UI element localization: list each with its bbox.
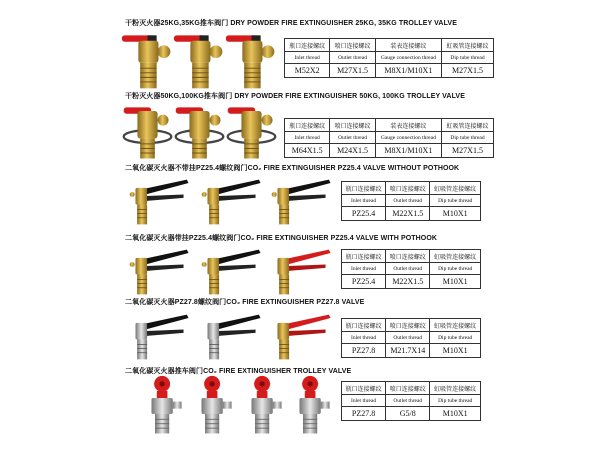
co2-valve-icon — [128, 173, 338, 233]
value-dip: M27X1.5 — [442, 144, 494, 158]
header-outlet-zh: 喷口连接螺纹 — [386, 382, 430, 395]
section-title: 二氧化碳灭火器带挂PZ25.4螺纹阀门CO₂ FIRE EXTINGUISHER PZ25.4 VALVE WITH POTHOOK — [125, 235, 438, 242]
header-dip-en: Dip tube thread — [430, 263, 481, 275]
header-gauge-en: Gauge connection thread — [375, 132, 441, 144]
section-title: 干粉灭火器50KG,100KG推车阀门 DRY POWDER FIRE EXTINGUISHER 50KG, 100KG TROLLEY VALVE — [125, 93, 465, 100]
header-inlet-zh: 瓶口连接螺纹 — [285, 39, 330, 52]
header-dip-en: Dip tube thread — [430, 195, 481, 207]
co2-valve-pothook-icon — [128, 243, 338, 303]
value-inlet: PZ27.8 — [342, 407, 386, 421]
header-inlet-en: Inlet thread — [342, 332, 386, 344]
co2-valve-steel-icon — [128, 308, 338, 368]
section-title: 二氧化碳灭火器推车阀门CO₂ FIRE EXTINGUISHER TROLLEY VALVE — [125, 368, 352, 375]
header-dip-zh: 虹吸管连接螺纹 — [430, 319, 481, 332]
value-dip: M10X1 — [430, 344, 481, 358]
header-dip-zh: 虹吸管连接螺纹 — [430, 250, 481, 263]
value-outlet: G5/8 — [386, 407, 430, 421]
spec-table — [341, 249, 481, 289]
value-outlet: M22X1.5 — [386, 207, 430, 221]
value-dip: M10X1 — [430, 207, 481, 221]
section-title: 干粉灭火器25KG,35KG推车阀门 DRY POWDER FIRE EXTINGUISHER 25KG, 35KG TROLLEY VALVE — [125, 20, 457, 27]
header-inlet-zh: 瓶口连接螺纹 — [342, 250, 386, 263]
header-outlet-en: Outlet thread — [386, 263, 430, 275]
spec-table — [341, 181, 481, 221]
value-outlet: M22X1.5 — [386, 275, 430, 289]
header-dip-zh: 虹吸管连接螺纹 — [430, 182, 481, 195]
value-outlet: M27X1.5 — [330, 64, 375, 78]
header-outlet-en: Outlet thread — [386, 395, 430, 407]
header-gauge-zh: 装表连接螺纹 — [375, 119, 441, 132]
valve-images — [140, 375, 340, 445]
value-inlet: M64X1.5 — [285, 144, 330, 158]
header-dip-zh: 虹吸管连接螺纹 — [442, 119, 494, 132]
header-outlet-en: Outlet thread — [330, 52, 375, 64]
section-title: 二氧化碳灭火器PZ27.8螺纹阀门CO₂ FIRE EXTINGUISHER PZ27.8 VALVE — [125, 299, 365, 306]
header-inlet-en: Inlet thread — [342, 395, 386, 407]
header-inlet-en: Inlet thread — [342, 263, 386, 275]
value-inlet: PZ27.8 — [342, 344, 386, 358]
value-outlet: M21.7X14 — [386, 344, 430, 358]
trolley-valve-icon — [140, 375, 340, 439]
header-outlet-zh: 喷口连接螺纹 — [330, 39, 375, 52]
brass-valve-ring-icon — [120, 100, 280, 166]
header-dip-en: Dip tube thread — [442, 132, 494, 144]
brass-valve-icon — [120, 28, 280, 94]
spec-table — [341, 381, 481, 421]
header-outlet-en: Outlet thread — [386, 332, 430, 344]
valve-images — [120, 100, 280, 170]
header-dip-en: Dip tube thread — [430, 332, 481, 344]
value-dip: M10X1 — [430, 275, 481, 289]
value-outlet: M24X1.5 — [330, 144, 375, 158]
header-inlet-en: Inlet thread — [342, 195, 386, 207]
value-gauge: M8X1/M10X1 — [375, 64, 441, 78]
header-inlet-en: Inlet thread — [285, 52, 330, 64]
header-inlet-zh: 瓶口连接螺纹 — [342, 319, 386, 332]
header-outlet-zh: 喷口连接螺纹 — [386, 250, 430, 263]
value-inlet: PZ25.4 — [342, 207, 386, 221]
header-inlet-zh: 瓶口连接螺纹 — [285, 119, 330, 132]
header-outlet-en: Outlet thread — [330, 132, 375, 144]
header-outlet-zh: 喷口连接螺纹 — [330, 119, 375, 132]
header-dip-zh: 虹吸管连接螺纹 — [442, 39, 494, 52]
header-inlet-zh: 瓶口连接螺纹 — [342, 382, 386, 395]
value-gauge: M8X1/M10X1 — [375, 144, 441, 158]
valve-images — [120, 28, 280, 98]
header-dip-zh: 虹吸管连接螺纹 — [430, 382, 481, 395]
section-title: 二氧化碳灭火器不带挂PZ25.4螺纹阀门CO₂ FIRE EXTINGUISHER PZ25.4 VALVE WITHOUT POTHOOK — [125, 165, 460, 172]
value-inlet: PZ25.4 — [342, 275, 386, 289]
value-dip: M27X1.5 — [442, 64, 494, 78]
header-dip-en: Dip tube thread — [430, 395, 481, 407]
header-gauge-en: Gauge connection thread — [375, 52, 441, 64]
spec-table — [284, 38, 494, 78]
header-outlet-zh: 喷口连接螺纹 — [386, 182, 430, 195]
header-dip-en: Dip tube thread — [442, 52, 494, 64]
header-inlet-zh: 瓶口连接螺纹 — [342, 182, 386, 195]
spec-table — [284, 118, 494, 158]
header-outlet-en: Outlet thread — [386, 195, 430, 207]
value-dip: M10X1 — [430, 407, 481, 421]
header-gauge-zh: 装表连接螺纹 — [375, 39, 441, 52]
header-inlet-en: Inlet thread — [285, 132, 330, 144]
value-inlet: M52X2 — [285, 64, 330, 78]
header-outlet-zh: 喷口连接螺纹 — [386, 319, 430, 332]
spec-table — [341, 318, 481, 358]
